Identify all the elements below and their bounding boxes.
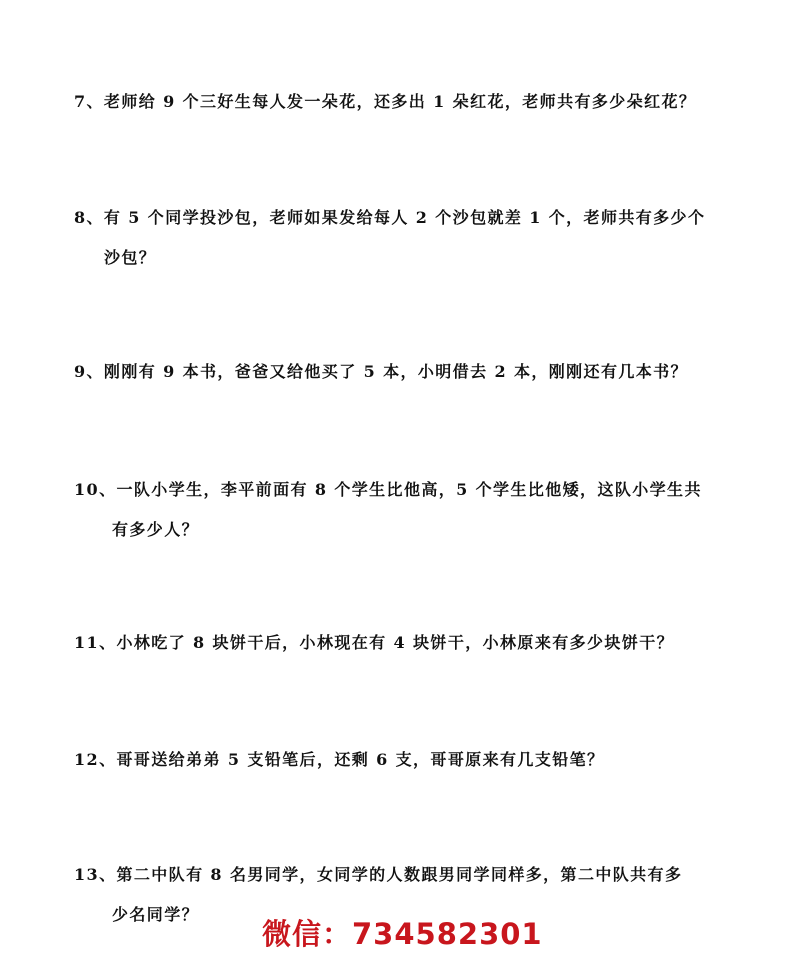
question-12 <box>74 750 734 770</box>
question-text-continued: 有多少人？ <box>112 520 200 539</box>
question-text: 10、一队小学生，李平前面有 8 个学生比他高，5 个学生比他矮，这队小学生共 <box>74 480 702 499</box>
question-text-continued: 沙包？ <box>104 248 157 267</box>
question-11 <box>74 633 734 653</box>
question-text: 13、第二中队有 8 名男同学，女同学的人数跟男同学同样多，第二中队共有多 <box>74 865 683 884</box>
question-text-continued: 少名同学？ <box>112 905 200 924</box>
question-8 <box>74 208 734 267</box>
question-text: 12、哥哥送给弟弟 5 支铅笔后，还剩 6 支，哥哥原来有几支铅笔？ <box>74 750 605 769</box>
wechat-watermark: 微信：734582301 <box>262 917 543 951</box>
question-9 <box>74 362 734 382</box>
question-text: 9、刚刚有 9 本书，爸爸又给他买了 5 本，小明借去 2 本，刚刚还有几本书？ <box>74 362 688 381</box>
question-text: 8、有 5 个同学投沙包，老师如果发给每人 2 个沙包就差 1 个，老师共有多少个 <box>74 208 706 227</box>
question-10 <box>74 480 734 539</box>
question-7 <box>74 92 734 112</box>
question-text: 11、小林吃了 8 块饼干后，小林现在有 4 块饼干，小林原来有多少块饼干？ <box>74 633 675 652</box>
question-13 <box>74 865 734 924</box>
question-text: 7、老师给 9 个三好生每人发一朵花，还多出 1 朵红花，老师共有多少朵红花？ <box>74 92 697 111</box>
